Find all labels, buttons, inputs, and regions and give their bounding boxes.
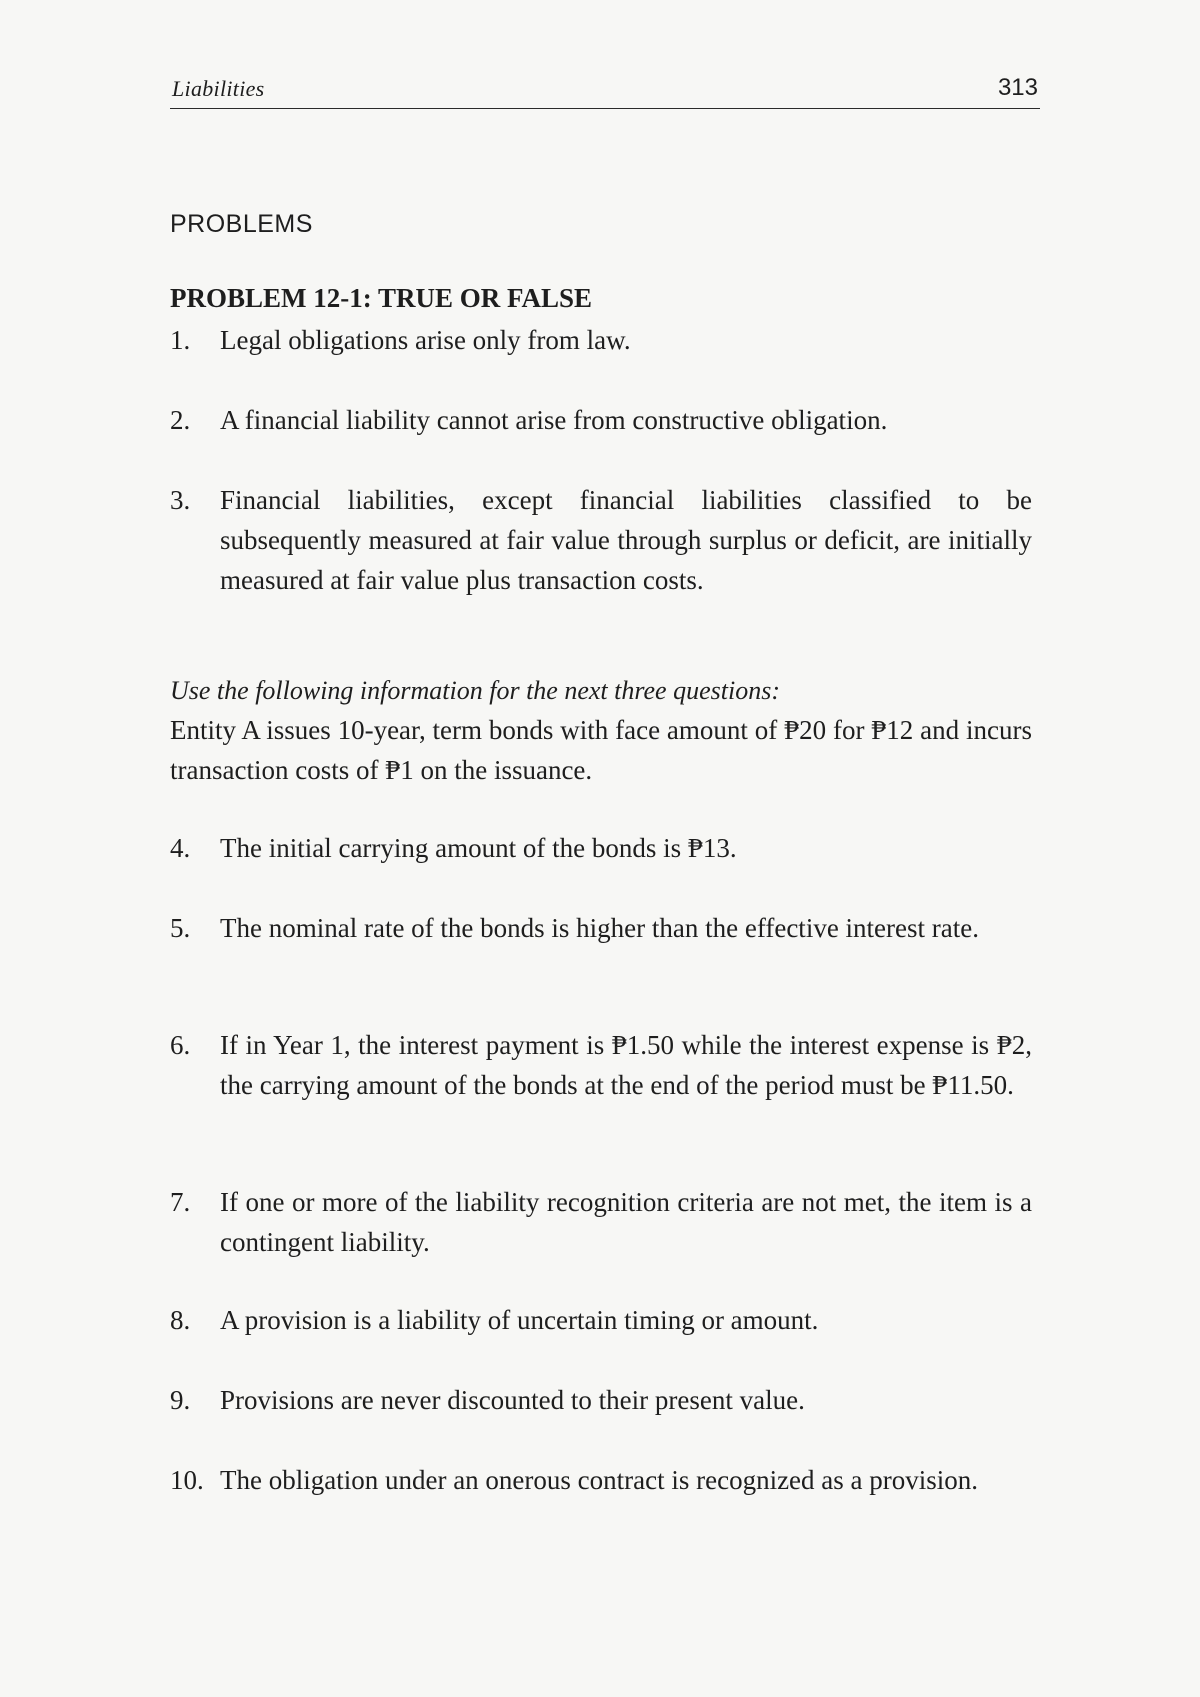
question-item bbox=[170, 908, 1032, 948]
question-number: 9. bbox=[170, 1385, 191, 1415]
question-number: 1. bbox=[170, 325, 191, 355]
question-item bbox=[170, 1460, 1032, 1500]
question-number: 3. bbox=[170, 485, 191, 515]
question-text: A financial liability cannot arise from constructive obligation. bbox=[220, 405, 888, 435]
running-header bbox=[170, 74, 1040, 109]
question-text: If in Year 1, the interest payment is ₱1.50 while the interest expense is ₱2, the carrying amount of the bonds at the end of the period must be ₱11.50. bbox=[220, 1030, 1032, 1100]
question-text: If one or more of the liability recognition criteria are not met, the item is a contingent liability. bbox=[220, 1187, 1032, 1257]
question-item bbox=[170, 320, 1032, 360]
section-heading: PROBLEMS bbox=[170, 210, 313, 238]
question-item bbox=[170, 480, 1032, 600]
question-number: 2. bbox=[170, 405, 191, 435]
question-item bbox=[170, 1380, 1032, 1420]
question-item bbox=[170, 828, 1032, 868]
info-intro: Use the following information for the next three questions: bbox=[170, 676, 780, 705]
question-item bbox=[170, 400, 1032, 440]
question-text: A provision is a liability of uncertain timing or amount. bbox=[220, 1305, 819, 1335]
question-item bbox=[170, 1025, 1032, 1105]
question-text: Legal obligations arise only from law. bbox=[220, 325, 631, 355]
question-number: 10. bbox=[170, 1465, 204, 1495]
info-body: Entity A issues 10-year, term bonds with face amount of ₱20 for ₱12 and incurs transaction costs of ₱1 on the issuance. bbox=[170, 715, 1032, 785]
question-text: The initial carrying amount of the bonds is ₱13. bbox=[220, 833, 737, 863]
question-text: Financial liabilities, except financial liabilities classified to be subsequently measured at fair value through surplus or deficit, are initially measured at fair value plus transaction costs. bbox=[220, 485, 1032, 595]
question-text: Provisions are never discounted to their present value. bbox=[220, 1385, 805, 1415]
question-text: The nominal rate of the bonds is higher than the effective interest rate. bbox=[220, 913, 979, 943]
question-number: 8. bbox=[170, 1305, 191, 1335]
page-number: 313 bbox=[997, 74, 1038, 101]
running-title: Liabilities bbox=[172, 76, 265, 101]
question-number: 7. bbox=[170, 1187, 191, 1217]
question-number: 6. bbox=[170, 1030, 191, 1060]
problem-title: PROBLEM 12-1: TRUE OR FALSE bbox=[170, 283, 593, 313]
question-item bbox=[170, 1182, 1032, 1262]
question-number: 4. bbox=[170, 833, 191, 863]
question-number: 5. bbox=[170, 913, 191, 943]
question-item bbox=[170, 1300, 1032, 1340]
question-text: The obligation under an onerous contract is recognized as a provision. bbox=[220, 1465, 979, 1495]
